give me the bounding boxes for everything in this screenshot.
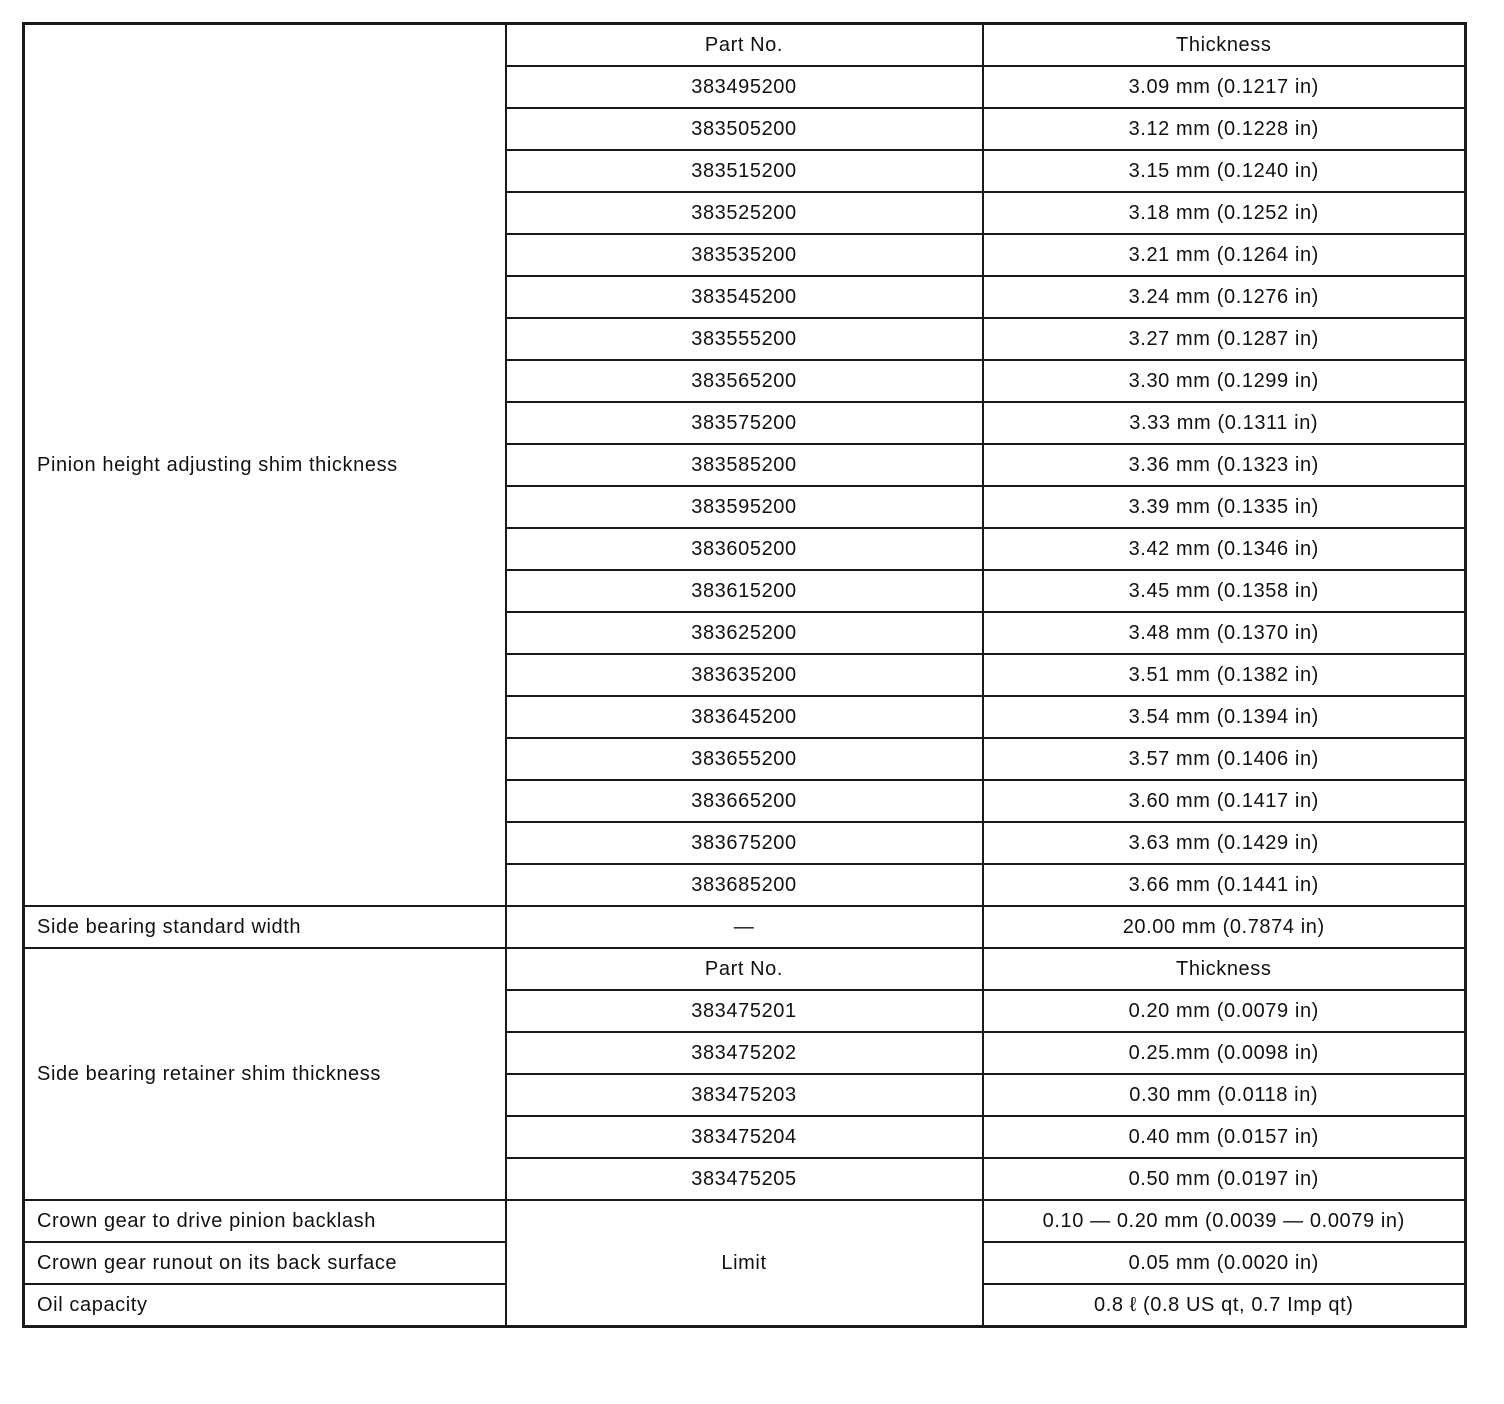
thickness-cell: 3.09 mm (0.1217 in) <box>983 66 1466 108</box>
part-number-cell: 383625200 <box>506 612 983 654</box>
thickness-cell: 3.63 mm (0.1429 in) <box>983 822 1466 864</box>
thickness-cell: 3.21 mm (0.1264 in) <box>983 234 1466 276</box>
part-number-cell: 383555200 <box>506 318 983 360</box>
thickness-cell: 0.20 mm (0.0079 in) <box>983 990 1466 1032</box>
thickness-cell: 3.66 mm (0.1441 in) <box>983 864 1466 906</box>
part-number-cell: 383675200 <box>506 822 983 864</box>
part-number-cell: 383535200 <box>506 234 983 276</box>
oil-capacity-value: 0.8 ℓ (0.8 US qt, 0.7 Imp qt) <box>983 1284 1466 1327</box>
pinion-shim-label: Pinion height adjusting shim thickness <box>24 24 506 907</box>
retainer-shim-label: Side bearing retainer shim thickness <box>24 948 506 1200</box>
part-number-cell: 383605200 <box>506 528 983 570</box>
thickness-cell: 3.54 mm (0.1394 in) <box>983 696 1466 738</box>
part-number-cell: 383685200 <box>506 864 983 906</box>
backlash-row <box>24 1200 1466 1242</box>
part-number-cell: 383665200 <box>506 780 983 822</box>
oil-capacity-label: Oil capacity <box>24 1284 506 1327</box>
side-bearing-width-row <box>24 906 1466 948</box>
runout-label: Crown gear runout on its back surface <box>24 1242 506 1284</box>
part-number-cell: 383575200 <box>506 402 983 444</box>
pinion-header-row <box>24 24 1466 67</box>
thickness-cell: 0.50 mm (0.0197 in) <box>983 1158 1466 1200</box>
thickness-cell: 0.40 mm (0.0157 in) <box>983 1116 1466 1158</box>
thickness-cell: 3.27 mm (0.1287 in) <box>983 318 1466 360</box>
thickness-cell: 3.18 mm (0.1252 in) <box>983 192 1466 234</box>
part-number-cell: 383585200 <box>506 444 983 486</box>
thickness-cell: 3.39 mm (0.1335 in) <box>983 486 1466 528</box>
thickness-cell: 3.36 mm (0.1323 in) <box>983 444 1466 486</box>
thickness-cell: 3.12 mm (0.1228 in) <box>983 108 1466 150</box>
thickness-cell: 3.42 mm (0.1346 in) <box>983 528 1466 570</box>
thickness-cell: 3.60 mm (0.1417 in) <box>983 780 1466 822</box>
thickness-cell: 3.24 mm (0.1276 in) <box>983 276 1466 318</box>
part-number-cell: 383515200 <box>506 150 983 192</box>
thickness-header: Thickness <box>983 24 1466 67</box>
part-number-cell: 383475203 <box>506 1074 983 1116</box>
part-number-cell: 383565200 <box>506 360 983 402</box>
part-number-cell: 383525200 <box>506 192 983 234</box>
backlash-label: Crown gear to drive pinion backlash <box>24 1200 506 1242</box>
runout-value: 0.05 mm (0.0020 in) <box>983 1242 1466 1284</box>
side-bearing-width-value: 20.00 mm (0.7874 in) <box>983 906 1466 948</box>
part-number-cell: 383475205 <box>506 1158 983 1200</box>
part-number-cell: 383645200 <box>506 696 983 738</box>
part-no-header: Part No. <box>506 948 983 990</box>
part-number-cell: 383475202 <box>506 1032 983 1074</box>
specifications-table <box>22 22 1467 1328</box>
part-number-cell: 383655200 <box>506 738 983 780</box>
thickness-cell: 3.30 mm (0.1299 in) <box>983 360 1466 402</box>
thickness-cell: 3.33 mm (0.1311 in) <box>983 402 1466 444</box>
side-bearing-width-label: Side bearing standard width <box>24 906 506 948</box>
thickness-cell: 3.15 mm (0.1240 in) <box>983 150 1466 192</box>
retainer-header-row <box>24 948 1466 990</box>
part-number-cell: 383545200 <box>506 276 983 318</box>
thickness-cell: 0.25.mm (0.0098 in) <box>983 1032 1466 1074</box>
part-number-cell: 383595200 <box>506 486 983 528</box>
specifications-table-body <box>24 24 1466 1327</box>
thickness-cell: 0.30 mm (0.0118 in) <box>983 1074 1466 1116</box>
part-number-cell: 383635200 <box>506 654 983 696</box>
thickness-cell: 3.45 mm (0.1358 in) <box>983 570 1466 612</box>
part-number-cell: — <box>506 906 983 948</box>
part-number-cell: 383495200 <box>506 66 983 108</box>
limit-label: Limit <box>506 1200 983 1327</box>
thickness-cell: 3.48 mm (0.1370 in) <box>983 612 1466 654</box>
part-number-cell: 383505200 <box>506 108 983 150</box>
thickness-header: Thickness <box>983 948 1466 990</box>
thickness-cell: 3.57 mm (0.1406 in) <box>983 738 1466 780</box>
part-no-header: Part No. <box>506 24 983 67</box>
part-number-cell: 383475201 <box>506 990 983 1032</box>
part-number-cell: 383475204 <box>506 1116 983 1158</box>
backlash-value: 0.10 — 0.20 mm (0.0039 — 0.0079 in) <box>983 1200 1466 1242</box>
thickness-cell: 3.51 mm (0.1382 in) <box>983 654 1466 696</box>
part-number-cell: 383615200 <box>506 570 983 612</box>
